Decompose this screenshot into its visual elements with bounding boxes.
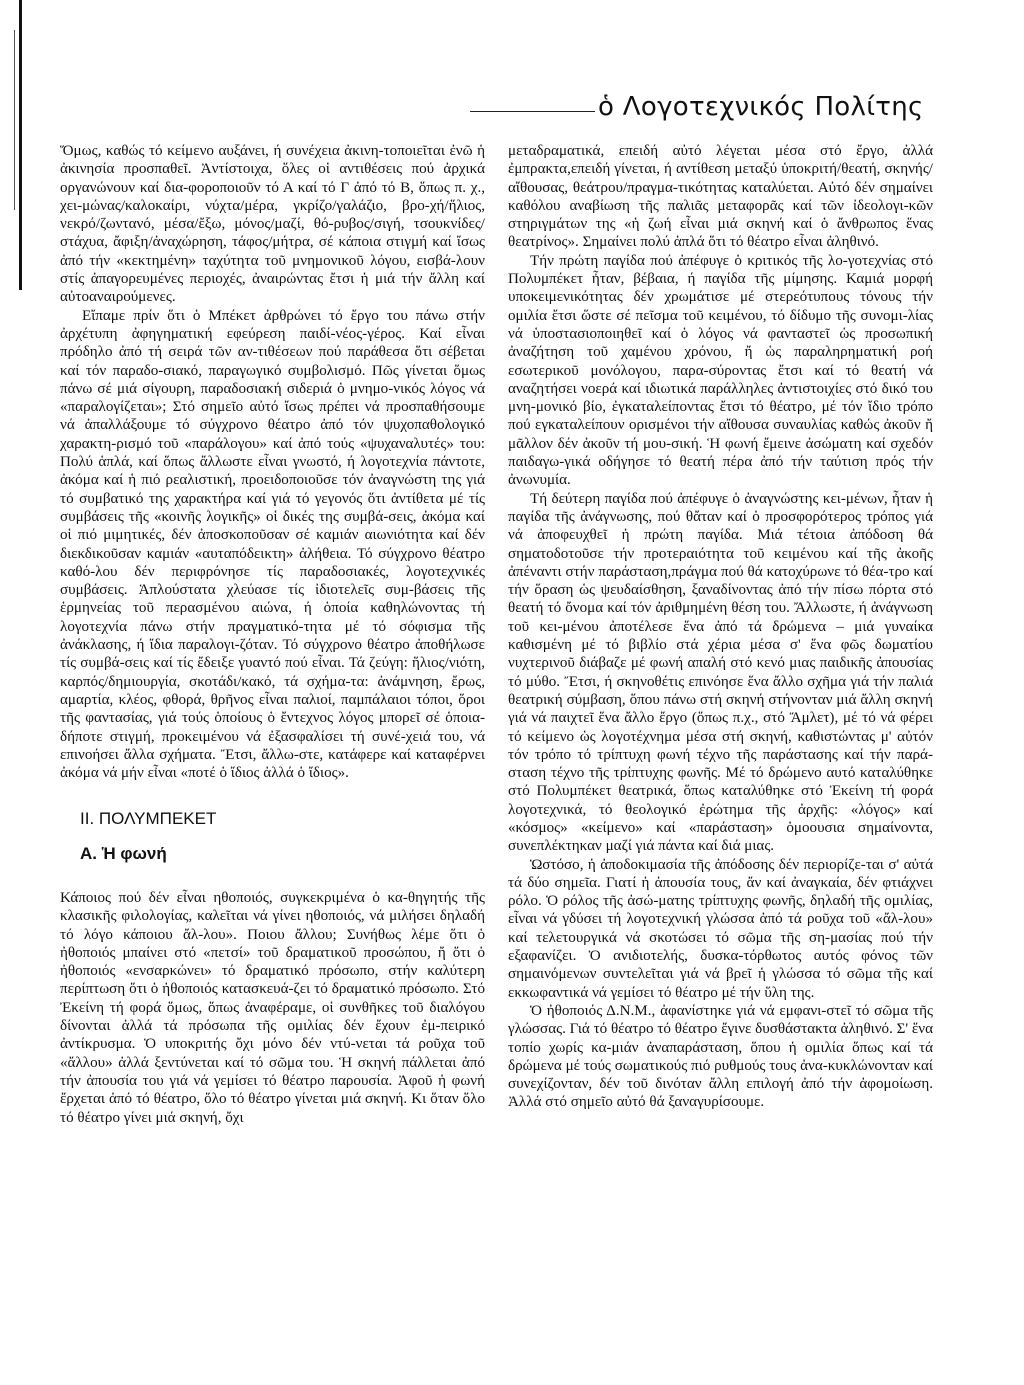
- body-paragraph: Τήν πρώτη παγίδα πού ἀπέφυγε ὁ κριτικός τῆς λο-γοτεχνίας στό Πολυμπέκετ ἦταν, βέβαια, ή παγίδα τῆς μίμησης. Καμιά μορφή υποκειμενικότητας δέν χρωμάτισε μέ στερεότυπους τόνους τήν ομιλία ἔτσι ὥστε σέ πεῖσμα τοῦ κειμένου, τό δίδυμο τῆς συνομι-λίας νά ὑποστασιοποιηθεῖ καί ὁ λόγος νά φανταστεῖ ὡς προσωπική ἀναζήτηση τοῦ χαμένου χρόνου, ἤ ὡς παραληρηματική ροή εσωτερικοῦ μονόλογου, παρα-σύροντας ἔτσι καί τό θεατή νά αναζητήσει νοερά καί ιδιωτικά παράλληλες ἀντιστοιχίες στό δικό του μνη-μονικό βίο, ἐγκαταλείποντας ἔτσι τό θέατρο, μέ τόν ἴδιο τρόπο πού εγκαταλείπουν ορισμένοι τήν αἴθουσα συναυλίας καθώς ἀκοῦν ἤ μᾶλλον δέν ἀκοῦν τή μου-σική. Ἡ φωνή ἔμεινε ἀσώματη καί σχεδόν παιδαγω-γικά οδήγησε τό θεατή πέρα ἀπό τήν ταύτιση πρός τήν ἀνωνυμία.: [508, 252, 933, 489]
- body-paragraph: Κάποιος πού δέν εἶναι ηθοποιός, συγκεκριμένα ὁ κα-θηγητής τῆς κλασικῆς φιλολογίας, καλεῖται νά γίνει ηθοποιός, νά μιλήσει δηλαδή τό λόγο κάποιου ἄλ-λου». Ποιου ἄλλου; Συνήθως λέμε ὅτι ὁ ἠθοποιός μπαίνει στό «πετσί» τοῦ δραματικοῦ προσώπου, ἤ ὅτι ὁ ἠθοποιός «ενσαρκώνει» τό δραματικό πρόσωπο, στήν καλύτερη περίπτωση ὅτι ὁ ἠθοποιός κατασκευά-ζει τό δραματικό πρόσωπο. Στό Ἐκείνη τή φορά ὅμως, ὅπως ἀναφέραμε, οἱ συνθῆκες τοῦ διαλόγου δίνονται ἀλλά τά πρόσωπα τῆς ομιλίας δέν ἔχουν ἐμ-πειρικό ἀντίκρυσμα. Ὁ υποκριτής ὄχι μόνο δέν ντύ-νεται τά ροῦχα τοῦ «ἄλλου» ἀλλά ξεντύνεται καί τό σῶμα του. Ἡ σκηνή πάλλεται ἀπό τήν ἀπουσία του γιά νά γεμίσει τό θέατρο παρουσία. Ἀφοῦ ἡ φωνή ἔρχεται ἀπό τό θέατρο, ὅλο τό θέατρο γίνεται μιά σκηνή. Κι ὅταν ὅλο τό θέατρο γίνει μιά σκηνή, ὄχι: [60, 889, 485, 1126]
- body-paragraph: μεταδραματικά, επειδή αὐτό λέγεται μέσα στό ἔργο, ἀλλά ἐμπρακτα,επειδή γίνεται, ή αντίθεση μεταξύ ὑποκριτή/θεατή, σκηνής/αἴθουσας, θεάτρου/πραγμα-τικότητας καταλύεται. Αὐτό δέν σημαίνει καθόλου αναβίωση τῆς παλιᾶς μεταφορᾶς καί τῶν ἰδεολογι-κῶν στηριγμάτων της «ἡ ζωή εἶναι μιά σκηνή καί ὁ ἄνθρωπος ἕνας θεατρίνος». Σημαίνει πολύ ἁπλά ὅτι τό θέατρο εἶναι ἀληθινό.: [508, 143, 933, 251]
- body-paragraph: Τή δεύτερη παγίδα πού ἀπέφυγε ὁ ἀναγνώστης κει-μένων, ἦταν ἡ παγίδα τῆς ἀνάγνωσης, πού θἄταν καί ὁ προσφορότερος τρόπος γιά νά ἀποφευχθεῖ ἡ πρώτη παγίδα. Μιά τέτοια ἀπόδοση θά σηματοδοτοῦσε τήν προτεραιότητα τοῦ κειμένου καί τῆς ἀκοῆς ἀπέναντι στήν παράσταση,πράγμα πού θά κατοχύρωνε τό θέα-τρο καί τήν ὅραση ὡς ψευδαίσθηση, ξαναδίνοντας ἀπό τήν πίσω πόρτα στό θεατή τό ὄνομα καί τόν ἀριθμημένη θέση του. Ἄλλωστε, ή ἀνάγνωση τοῦ κει-μένου ἀποτέλεσε ἕνα ἀπό τά δρώμενα – μιά γυναίκα καθισμένη μέ τό βιβλίο στά χέρια μέσα σ' ἕνα φῶς δωματίου νυχτερινοῦ διάβαζε μέ φωνή απαλή στό κενό μιας παιδικῆς ἀπουσίας τό μύθο. Ἔτσι, ή σκηνοθέτις επινόησε ἕνα ἄλλο σχῆμα γιά τήν παλιά θεατρική σύμβαση, ὅπου πάνω στή σκηνή στήνονταν μιά ἄλλη σκηνή γιά νά παιχτεῖ ἕνα ἄλλο ἔργο (ὅπως π.χ., στό Ἄμλετ), μέ τό νά φέρει τό κείμενο ὡς λογοτέχνημα μέσα στή σκηνή, καθιστώντας μ' αὐτόν τόν τρόπο τό τρίπτυχη φωνή τέχνο τῆς παράστασης καί τήν παρά-σταση τέχνο τῆς τρίπτυχης φωνῆς. Μέ τό δρώμενο αυτό καταλύθηκε στό Πολυμπέκετ θεατρικά, ὅπως καταλύθηκε στό Ἐκείνη τή φορά λογοτεχνικά, τό θεολογικό ἐρώτημα τῆς ἀρχῆς: «λόγος» καί «κόσμος» «κείμενο» καί «παράσταση» ὁμοουσια σημαίνοντα, συνεπλέκτηκαν μαζί γιά πάντα καί διά μιας.: [508, 490, 933, 855]
- body-paragraph: Ὁ ἠθοποιός Δ.Ν.Μ., ἀφανίστηκε γιά νά εμφανι-στεῖ τό σῶμα τῆς γλώσσας. Γιά τό θέατρο τό θέατρο ἔγινε δυσθάστακτα ἀληθινό. Σ' ἕνα τοπίο χωρίς κα-μιάν ἀναπαράσταση, ὅπου ἡ ομιλία ὅπως καί τά δρώμενα μέ τούς σωματικούς πιό ρυθμούς τους ἀνα-κυκλώνονταν καί συνεχίζονταν, δέν τοῦ δινόταν ἄλλη επιλογή ἀπό τήν ἀφομοίωση. Ἀλλά στό σημεῖο αὐτό θά ξαναγυρίσουμε.: [508, 1002, 933, 1111]
- subsection-heading: Α. Ἡ φωνή: [80, 843, 167, 863]
- body-paragraph: Εἴπαμε πρίν ὅτι ὁ Μπέκετ ἀρθρώνει τό ἔργο του πάνω στήν ἀρχέτυπη ἀφηγηματική εφεύρεση παιδί-νέος-γέρος. Καί εἶναι πρόδηλο ἀπό τή σειρά τῶν αν-τιθέσεων πού παράθεσα ὅτι σέβεται καί τόν παραδο-σιακό, παραγωγικό συμβολισμό. Πῶς γίνεται ὅμως πάνω σέ μιά σίγουρη, παραδοσιακή σιδεριά ὁ μνημο-νικός λόγος νά «παραλογίζεται»; Στό σημεῖο αὐτό ἴσως πρέπει νά προσπαθήσουμε νά ἀπαλλάξουμε τό σύγχρονο θέατρο ἀπό τόν ψυχοπαθολογικό χαρακτη-ρισμό τοῦ «παράλογου» καί ἀπό τούς «ψυχαναλυτές» του: Πολύ ἁπλά, καί ὅπως ἄλλωστε εἶναι γνωστό, ή λογοτεχνία πάντοτε, ἀκόμα καί ἡ πιό ρεαλιστική, προειδοποιοῦσε τόν ἀναγνώστη της γιά τό συμβατικό της χαρακτήρα καί γιά τό γεγονός ὅτι ἀντίθετα μέ τίς συμβάσεις τῆς «κοινῆς λογικῆς» οἱ δικές της συμβά-σεις, ἀκόμα καί οἱ πιό μιμητικές, δέν ἀποσκοποῦσαν σέ καμιάν αιωνιότητα καί δέν διεκδικοῦσαν καμιάν «αυταπόδεικτη» ἀλήθεια. Τό σύγχρονο θέατρο καθό-λου δέν περιφρόνησε τίς παραδοσιακές, λογοτεχνικές συμβάσεις. Ἁπλούστατα χλεύασε τίς ἰδιοτελεῖς συμ-βάσεις τῆς ἑρμηνείας τοῦ περασμένου αιώνα, ή ὁποία καθηλώνοντας τή λογοτεχνία πάνω στήν πραγματικό-τητα μέ τό σόφισμα τῆς ἀνάκλασης, ή ἴδια παραλογι-ζόταν. Τό σύγχρονο θέατρο ἀποθήλωσε τίς συμβά-σεις καί τίς ἔδειξε γυαντό πού εἶναι. Τά ζεύγη: ἥλιος/νιότη, καρπός/δημιουργία, σκοτάδι/κακό, τά σχήμα-τα: ἀνάμνηση, ἔρως, αμαρτία, κλέος, φθορά, θρῆνος εἶναι παλιοί, παμπάλαιοι τόποι, ὅροι τῆς φαντασίας, γιά τούς ὁποίους ὁ ἔντεχνος λόγος μπορεῖ σέ ὁποια-δήποτε στιγμή, προκειμένου νά ἐξασφαλίσει τή συνέ-χειά του, νά επινοήσει ἄλλα σχήματα. Ἔτσι, ἄλλω-στε, κατάφερε καί καταφέρνει ἀκόμα νά μήν εἶναι «ποτέ ὁ ἴδιος ἀλλά ὁ ἴδιος».: [60, 307, 485, 782]
- header-rule: [470, 111, 595, 112]
- running-header-title: ὁ Λογοτεχνικός Πολίτης: [598, 92, 924, 122]
- page-edge-line-inner: [14, 30, 15, 210]
- left-column: [60, 142, 485, 1127]
- right-column: [508, 142, 933, 1112]
- body-paragraph: Ὡστόσο, ἡ ἀποδοκιμασία τῆς ἀπόδοσης δέν περιορίζε-ται σ' αὐτά τά δύο σημεῖα. Γιατί ἡ ἀπουσία τους, ἄν καί ἀναγκαία, δέν φτιάχνει ρόλο. Ὁ ρόλος τῆς ἀσώ-ματης τρίπτυχης φωνῆς, δηλαδή τῆς ομιλίας, εἶναι νά γδύσει τή λογοτεχνική γλώσσα ἀπό τά ροῦχα τοῦ «ἄλ-λου» καί τελετουργικά νά σκοτώσει τό σῶμα τῆς ση-μασίας πού τήν εξαφανίζει. Ὁ ανιδιοτελής, δυσκα-τόρθωτος αυτός φόνος τῶν σημαινόμενων συντελεῖται γιά νά βρεῖ ἡ γλώσσα τό σῶμα τῆς καί εκκωφαντικά νά γεμίσει τό θέατρο μέ τήν ὕλη της.: [508, 856, 933, 1001]
- section-heading: II. ΠΟΛΥΜΠΕΚΕΤ: [80, 809, 217, 829]
- body-paragraph: Ὅμως, καθώς τό κείμενο αυξάνει, ή συνέχεια ἀκινη-τοποιεῖται ἐνῶ ἡ ἀκινησία προσπαθεῖ. Ἀντίστοιχα, ὅλες οἱ αντιθέσεις πού ἀρχικά οργανώνουν καί δια-φοροποιοῦν τό Α καί τό Γ ἀπό τό Β, ὅπως π. χ., χει-μώνας/καλοκαίρι, νύχτα/μέρα, γκρίζο/γαλάζιο, βρο-χή/ἥλιος, νεκρό/ζωντανό, μέσα/ἔξω, μόνος/μαζί, θό-ρυβος/σιγή, τσουκνίδες/στάχυα, ἄφιξη/ἀναχώρηση, τάφος/μήτρα, σέ κάποια στιγμή καί ἴσως ἀπό τήν «κεκτημένη» ταχύτητα τοῦ μνημονικοῦ λόγου, εισβά-λουν στίς ἀπαγορευμένες περιοχές, ἀναιρώντας ἔτσι ἡ μιά τήν ἄλλη καί αὐτοαναιρούμενες.: [60, 143, 485, 306]
- page-edge-line: [19, 0, 22, 290]
